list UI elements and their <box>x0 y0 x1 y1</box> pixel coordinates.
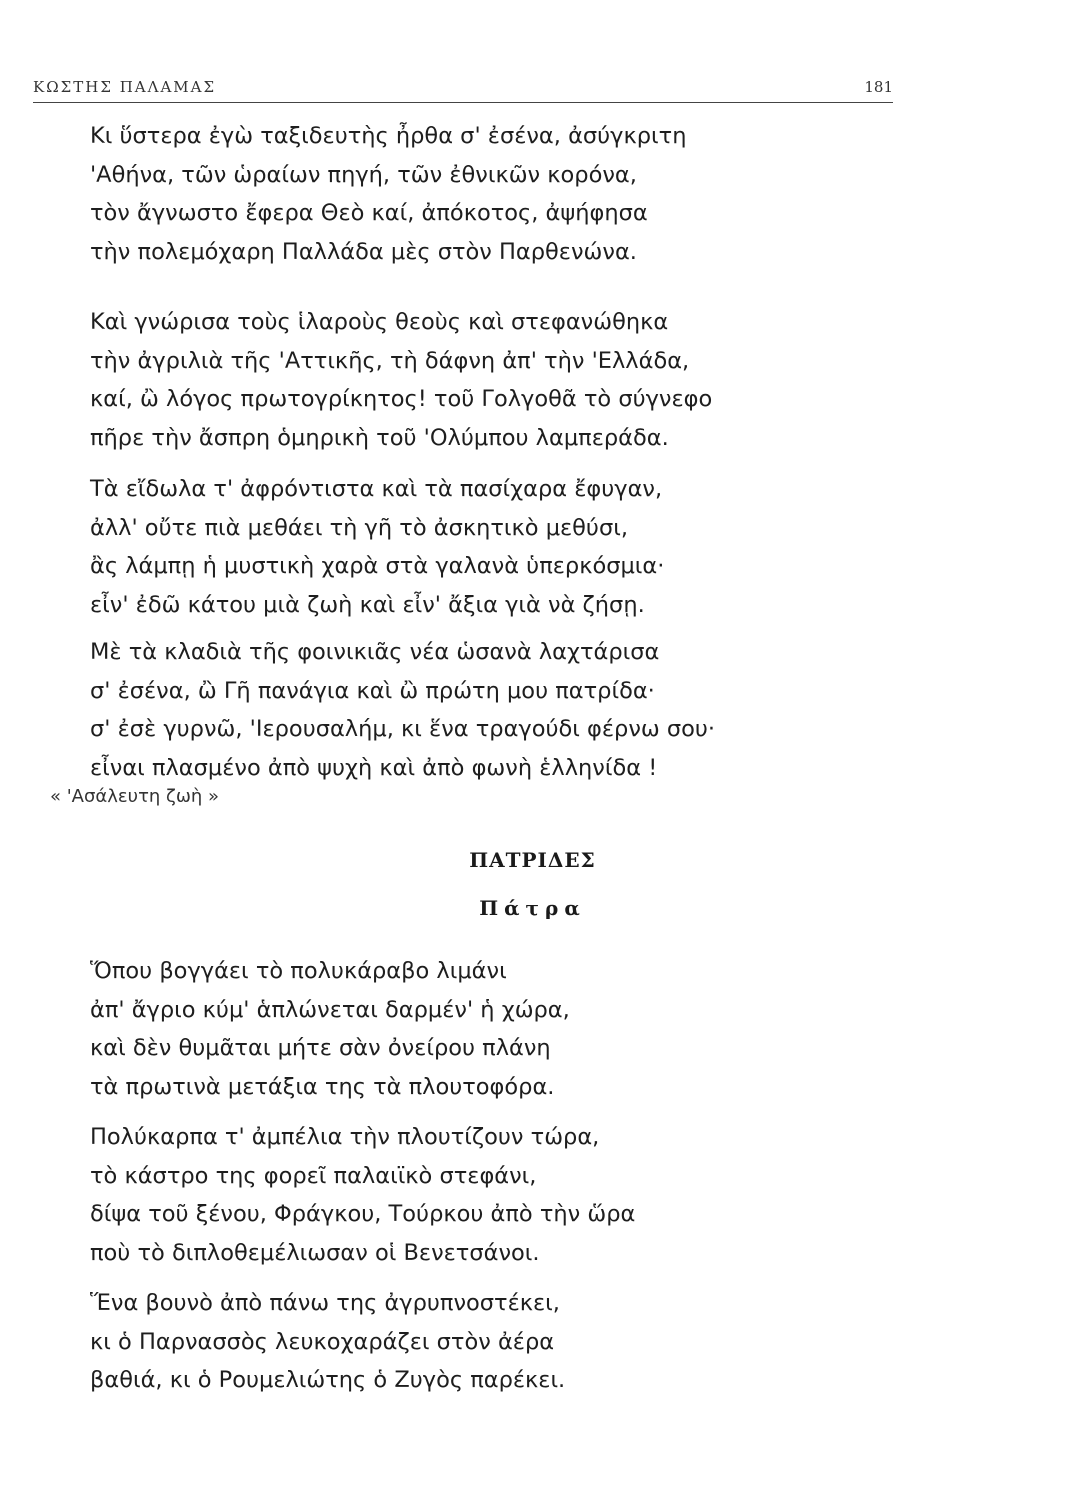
verse-line: τὴν πολεμόχαρη Παλλάδα μὲς στὸν Παρθενώνα. <box>90 238 637 265</box>
poem2-stanza-1 <box>90 952 570 1106</box>
verse-line: Καὶ γνώρισα τοὺς ἱλαροὺς θεοὺς καὶ στεφανώθηκα <box>90 309 669 335</box>
verse-line: τὴν ἀγριλιὰ τῆς 'Αττικῆς, τὴ δάφνη ἀπ' τὴν 'Ελλάδα, <box>90 347 690 374</box>
verse-line: τὸν ἄγνωστο ἔφερα Θεὸ καί, ἀπόκοτος, ἀψήφησα <box>90 200 648 226</box>
verse-line: τὰ πρωτινὰ μετάξια της τὰ πλουτοφόρα. <box>90 1073 555 1100</box>
poem-title: Πάτρα <box>479 896 586 920</box>
verse-line: τὸ κάστρο της φορεῖ παλαιϊκὸ στεφάνι, <box>90 1162 537 1189</box>
verse-line: Τὰ εἴδωλα τ' ἀφρόντιστα καὶ τὰ πασίχαρα ἔφυγαν, <box>90 476 663 502</box>
running-head <box>33 76 893 103</box>
verse-line: Κι ὕστερα ἐγὼ ταξιδευτὴς ἦρθα σ' ἐσένα, ἀσύγκριτη <box>90 123 687 149</box>
verse-line: κι ὁ Παρνασσὸς λευκοχαράζει στὸν ἀέρα <box>90 1328 555 1355</box>
page-number: 181 <box>864 78 893 96</box>
verse-line: εἶν' ἐδῶ κάτου μιὰ ζωὴ καὶ εἶν' ἄξια γιὰ νὰ ζήσῃ. <box>90 591 645 618</box>
poem1-stanza-2 <box>90 303 712 457</box>
verse-line: καί, ὢ λόγος πρωτογρίκητος! τοῦ Γολγοθᾶ τὸ σύγνεφο <box>90 386 713 412</box>
poem2-stanza-3 <box>90 1284 565 1400</box>
poem1-stanza-1 <box>90 117 686 271</box>
section-title: ΠΑΤΡΙΔΕΣ <box>469 848 596 872</box>
verse-line: βαθιά, κι ὁ Ρουμελιώτης ὁ Ζυγὸς παρέκει. <box>90 1367 566 1393</box>
verse-line: σ' ἐσὲ γυρνῶ, 'Ιερουσαλήμ, κι ἕνα τραγούδι φέρνω σου· <box>90 716 716 742</box>
verse-line: Μὲ τὰ κλαδιὰ τῆς φοινικιᾶς νέα ὡσανὰ λαχτάρισα <box>90 639 660 665</box>
verse-line: ἀλλ' οὔτε πιὰ μεθάει τὴ γῆ τὸ ἀσκητικὸ μεθύσι, <box>90 514 628 541</box>
poem2-stanza-2 <box>90 1118 635 1272</box>
verse-line: Ὅπου βογγάει τὸ πολυκάραβο λιμάνι <box>90 958 507 984</box>
poem1-stanza-4 <box>90 633 715 787</box>
verse-line: σ' ἐσένα, ὢ Γῆ πανάγια καὶ ὢ πρώτη μου πατρίδα· <box>90 677 655 704</box>
verse-line: εἶναι πλασμένο ἀπὸ ψυχὴ καὶ ἀπὸ φωνὴ ἑλληνίδα ! <box>90 754 658 781</box>
poem-source: « 'Ασάλευτη ζωὴ » <box>50 786 220 807</box>
verse-line: καὶ δὲν θυμᾶται μήτε σὰν ὀνείρου πλάνη <box>90 1035 551 1061</box>
verse-line: ἂς λάμπῃ ἡ μυστικὴ χαρὰ στὰ γαλανὰ ὑπερκόσμια· <box>90 553 665 579</box>
verse-line: ἀπ' ἄγριο κύμ' ἁπλώνεται δαρμέν' ἡ χώρα, <box>90 996 570 1023</box>
verse-line: Ἕνα βουνὸ ἀπὸ πάνω της ἀγρυπνοστέκει, <box>90 1290 560 1316</box>
running-head-author: ΚΩΣΤΗΣ ΠΑΛΑΜΑΣ <box>33 78 217 96</box>
verse-line: δίψα τοῦ ξένου, Φράγκου, Τούρκου ἀπὸ τὴν ὥρα <box>90 1201 636 1227</box>
verse-line: 'Αθήνα, τῶν ὡραίων πηγή, τῶν ἐθνικῶν κορόνα, <box>90 161 637 188</box>
verse-line: Πολύκαρπα τ' ἀμπέλια τὴν πλουτίζουν τώρα, <box>90 1124 600 1150</box>
poem1-stanza-3 <box>90 470 664 624</box>
verse-line: ποὺ τὸ διπλοθεμέλιωσαν οἱ Βενετσάνοι. <box>90 1239 540 1266</box>
verse-line: πῆρε τὴν ἄσπρη ὁμηρικὴ τοῦ 'Ολύμπου λαμπεράδα. <box>90 424 669 451</box>
